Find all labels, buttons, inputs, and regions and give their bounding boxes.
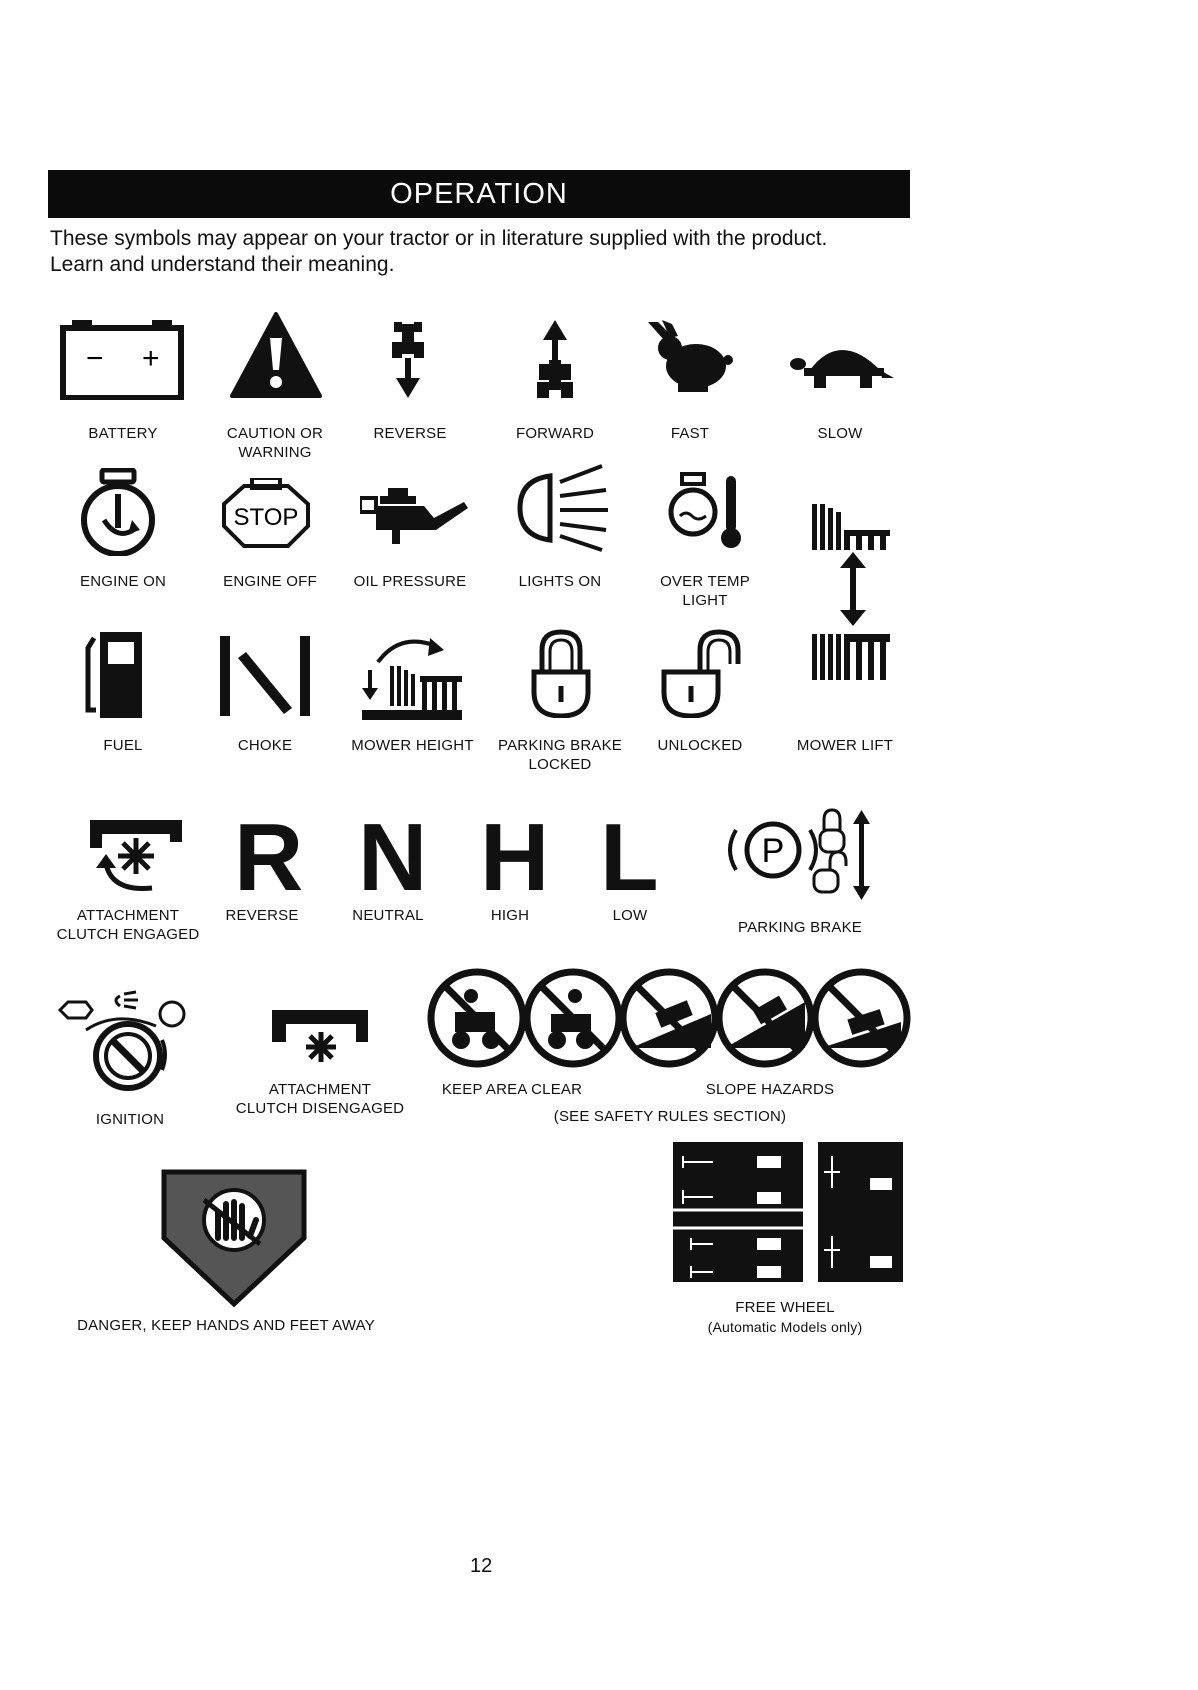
choke-icon xyxy=(218,634,313,718)
forward-direction-icon xyxy=(535,320,575,400)
safety-prohibition-icons xyxy=(425,962,915,1072)
automatic-models-label: (Automatic Models only) xyxy=(707,1319,863,1335)
forward-label: FORWARD xyxy=(515,425,595,442)
padlock-locked-icon xyxy=(530,628,592,718)
attachment-disengaged-label: ATTACHMENT CLUTCH DISENGAGED xyxy=(235,1081,405,1117)
see-safety-rules-label: (SEE SAFETY RULES SECTION) xyxy=(553,1108,787,1125)
turtle-slow-icon xyxy=(790,330,895,400)
gear-low-letter: L xyxy=(600,804,659,911)
engine-off-stop-icon xyxy=(222,478,310,548)
intro-text xyxy=(50,226,930,278)
svg-text:STOP: STOP xyxy=(233,504,299,531)
attachment-clutch-engaged-icon xyxy=(82,812,192,898)
mower-lift-icon xyxy=(812,500,894,680)
gear-reverse-letter: R xyxy=(234,804,304,911)
fuel-label: FUEL xyxy=(103,737,143,754)
danger-hands-label: DANGER, KEEP HANDS AND FEET AWAY xyxy=(77,1317,375,1334)
caution-warning-icon xyxy=(230,312,322,400)
battery-icon xyxy=(60,320,185,400)
choke-label: CHOKE xyxy=(237,737,293,754)
gear-neutral-label: NEUTRAL xyxy=(352,907,424,924)
svg-text:−: − xyxy=(86,342,104,375)
danger-hand-icon xyxy=(160,1168,308,1308)
over-temp-label: OVER TEMP LIGHT xyxy=(660,573,750,609)
free-wheel-panel-right xyxy=(818,1142,903,1282)
ignition-label: IGNITION xyxy=(95,1111,165,1128)
parking-brake-locked-label: PARKING BRAKE LOCKED xyxy=(497,737,623,773)
free-wheel-label: FREE WHEEL xyxy=(735,1299,835,1316)
padlock-unlocked-icon xyxy=(660,628,746,718)
attachment-engaged-label: ATTACHMENT CLUTCH ENGAGED xyxy=(56,907,200,943)
gear-neutral-letter: N xyxy=(358,804,428,911)
gear-low-label: LOW xyxy=(612,907,648,924)
parking-brake-label: PARKING BRAKE xyxy=(737,919,863,936)
slow-label: SLOW xyxy=(817,425,863,442)
caution-label: CAUTION OR WARNING xyxy=(226,425,324,461)
mower-height-label: MOWER HEIGHT xyxy=(351,737,474,754)
oil-pressure-label: OIL PRESSURE xyxy=(353,573,467,590)
engine-on-icon xyxy=(78,468,158,556)
battery-label: BATTERY xyxy=(88,425,158,442)
reverse-label: REVERSE xyxy=(373,425,447,442)
mower-lift-label: MOWER LIFT xyxy=(796,737,894,754)
intro-line-2: Learn and understand their meaning. xyxy=(50,253,395,276)
engine-off-label: ENGINE OFF xyxy=(223,573,317,590)
engine-on-label: ENGINE ON xyxy=(80,573,166,590)
keep-area-clear-label: KEEP AREA CLEAR xyxy=(441,1081,583,1098)
gear-high-letter: H xyxy=(480,804,550,911)
gear-high-label: HIGH xyxy=(490,907,530,924)
page-number: 12 xyxy=(470,1555,493,1577)
unlocked-label: UNLOCKED xyxy=(657,737,743,754)
lights-on-label: LIGHTS ON xyxy=(518,573,602,590)
gear-reverse-label: REVERSE xyxy=(225,907,299,924)
fast-label: FAST xyxy=(670,425,710,442)
mower-height-icon xyxy=(360,630,465,722)
slope-hazards-label: SLOPE HAZARDS xyxy=(705,1081,835,1098)
intro-line-1: These symbols may appear on your tractor or in literature supplied with the product. xyxy=(50,227,828,250)
reverse-direction-icon xyxy=(388,320,428,400)
ignition-switch-icon xyxy=(56,990,206,1100)
oil-can-icon xyxy=(360,488,472,546)
fuel-pump-icon xyxy=(84,630,146,720)
free-wheel-panel-left xyxy=(673,1142,803,1282)
rabbit-fast-icon xyxy=(648,320,733,395)
section-title: OPERATION xyxy=(48,170,910,218)
svg-text:+: + xyxy=(142,342,160,375)
attachment-clutch-disengaged-icon xyxy=(268,1004,374,1064)
headlight-icon xyxy=(510,464,615,552)
over-temp-icon xyxy=(668,472,746,550)
svg-text:P: P xyxy=(761,832,785,870)
parking-brake-icon xyxy=(722,808,882,903)
